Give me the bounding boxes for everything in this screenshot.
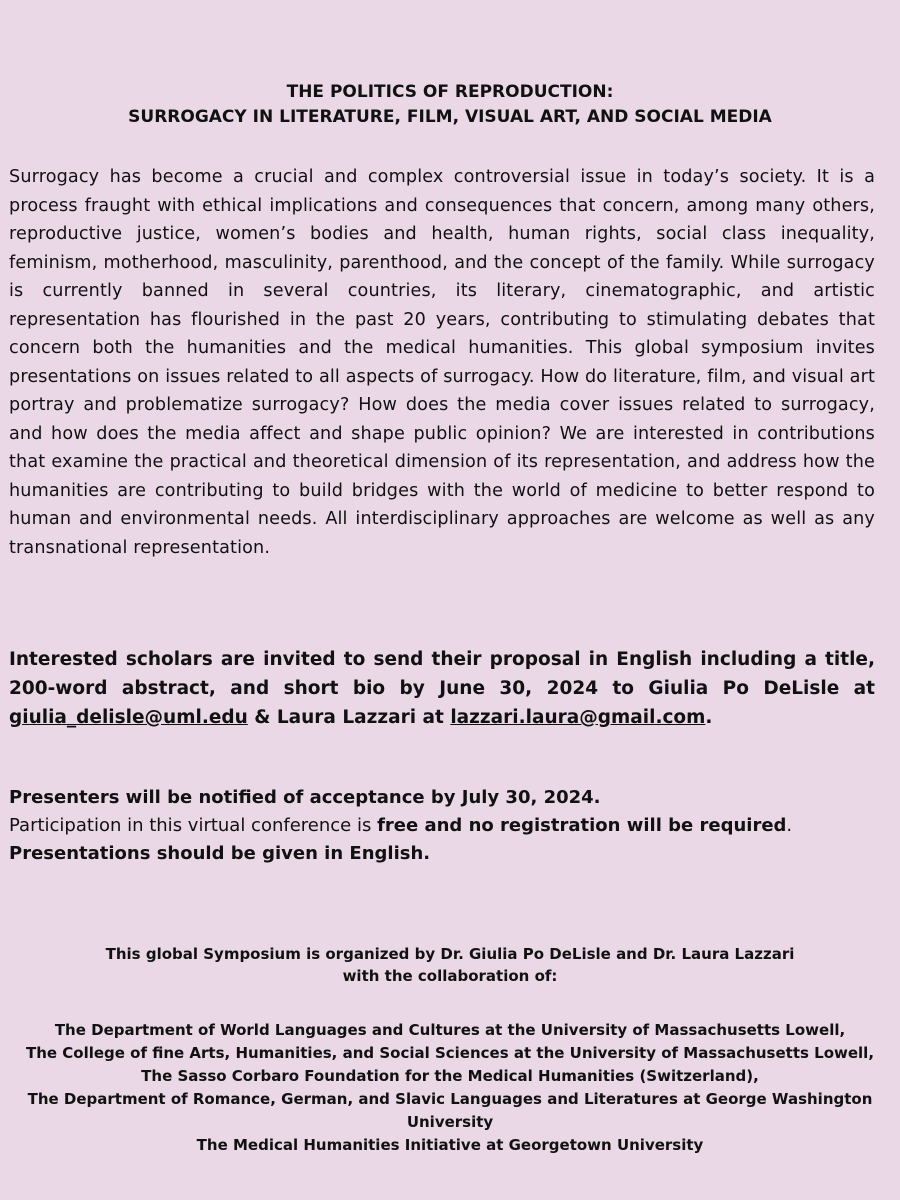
participation-free: free and no registration will be required xyxy=(377,815,787,836)
invite-text-before: Interested scholars are invited to send their proposal in English including a title, 200-word abstract, and short bio by June 30, 2024 to Giulia Po DeLisle at xyxy=(9,649,875,699)
email-link-lazzari[interactable]: lazzari.laura@gmail.com xyxy=(450,707,706,728)
page-title xyxy=(0,80,900,130)
notice-block xyxy=(9,784,875,868)
participation-notice xyxy=(9,812,875,840)
organizers-line-1: This global Symposium is organized by Dr. Giulia Po DeLisle and Dr. Laura Lazzari xyxy=(105,945,795,963)
collaborators-list xyxy=(0,1019,900,1157)
participation-text: Participation in this virtual conference is xyxy=(9,815,378,836)
title-line-1: THE POLITICS OF REPRODUCTION: xyxy=(286,82,614,102)
collaborator-item: University xyxy=(406,1113,494,1131)
organizers-block xyxy=(0,944,900,987)
participation-period: . xyxy=(786,815,793,836)
title-line-2: SURROGACY IN LITERATURE, FILM, VISUAL ART, AND SOCIAL MEDIA xyxy=(128,107,772,127)
collaborator-item: The Department of World Languages and Cultures at the University of Massachusetts Lowell, xyxy=(54,1021,846,1039)
acceptance-notice: Presenters will be notified of acceptance by July 30, 2024. xyxy=(9,787,601,808)
organizers-line-2: with the collaboration of: xyxy=(342,966,558,985)
invite-text-middle: & Laura Lazzari at xyxy=(247,707,451,728)
collaborator-item: The College of fine Arts, Humanities, and Social Sciences at the University of Massachusetts Lowell, xyxy=(25,1044,875,1062)
description-paragraph: Surrogacy has become a crucial and complex controversial issue in today’s society. It is a process fraught with ethical implications and consequences that concern, among many others, reproductive justice, women’s bodies and health, human rights, social class inequality, feminism, motherhood, masculinity, parenthood, and the concept of the family. While surrogacy is currently banned in several countries, its literary, cinematographic, and artistic representation has flourished in the past 20 years, contributing to stimulating debates that concern both the humanities and the medical humanities. This global symposium invites presentations on issues related to all aspects of surrogacy. How do literature, film, and visual art portray and problematize surrogacy? How does the media cover issues related to surrogacy, and how does the media affect and shape public opinion? We are interested in contributions that examine the practical and theoretical dimension of its representation, and address how the humanities are contributing to build bridges with the world of medicine to better respond to human and environmental needs. All interdisciplinary approaches are welcome as well as any transnational representation. xyxy=(9,167,875,558)
invite-text-after: . xyxy=(705,707,713,728)
collaborator-item: The Department of Romance, German, and Slavic Languages and Literatures at George Washington xyxy=(27,1090,873,1108)
collaborator-item: The Sasso Corbaro Foundation for the Medical Humanities (Switzerland), xyxy=(141,1067,759,1085)
language-notice: Presentations should be given in English. xyxy=(9,843,431,864)
collaborator-item: The Medical Humanities Initiative at Georgetown University xyxy=(196,1136,704,1154)
call-for-proposals xyxy=(9,645,875,732)
email-link-delisle[interactable]: giulia_delisle@uml.edu xyxy=(9,707,248,728)
